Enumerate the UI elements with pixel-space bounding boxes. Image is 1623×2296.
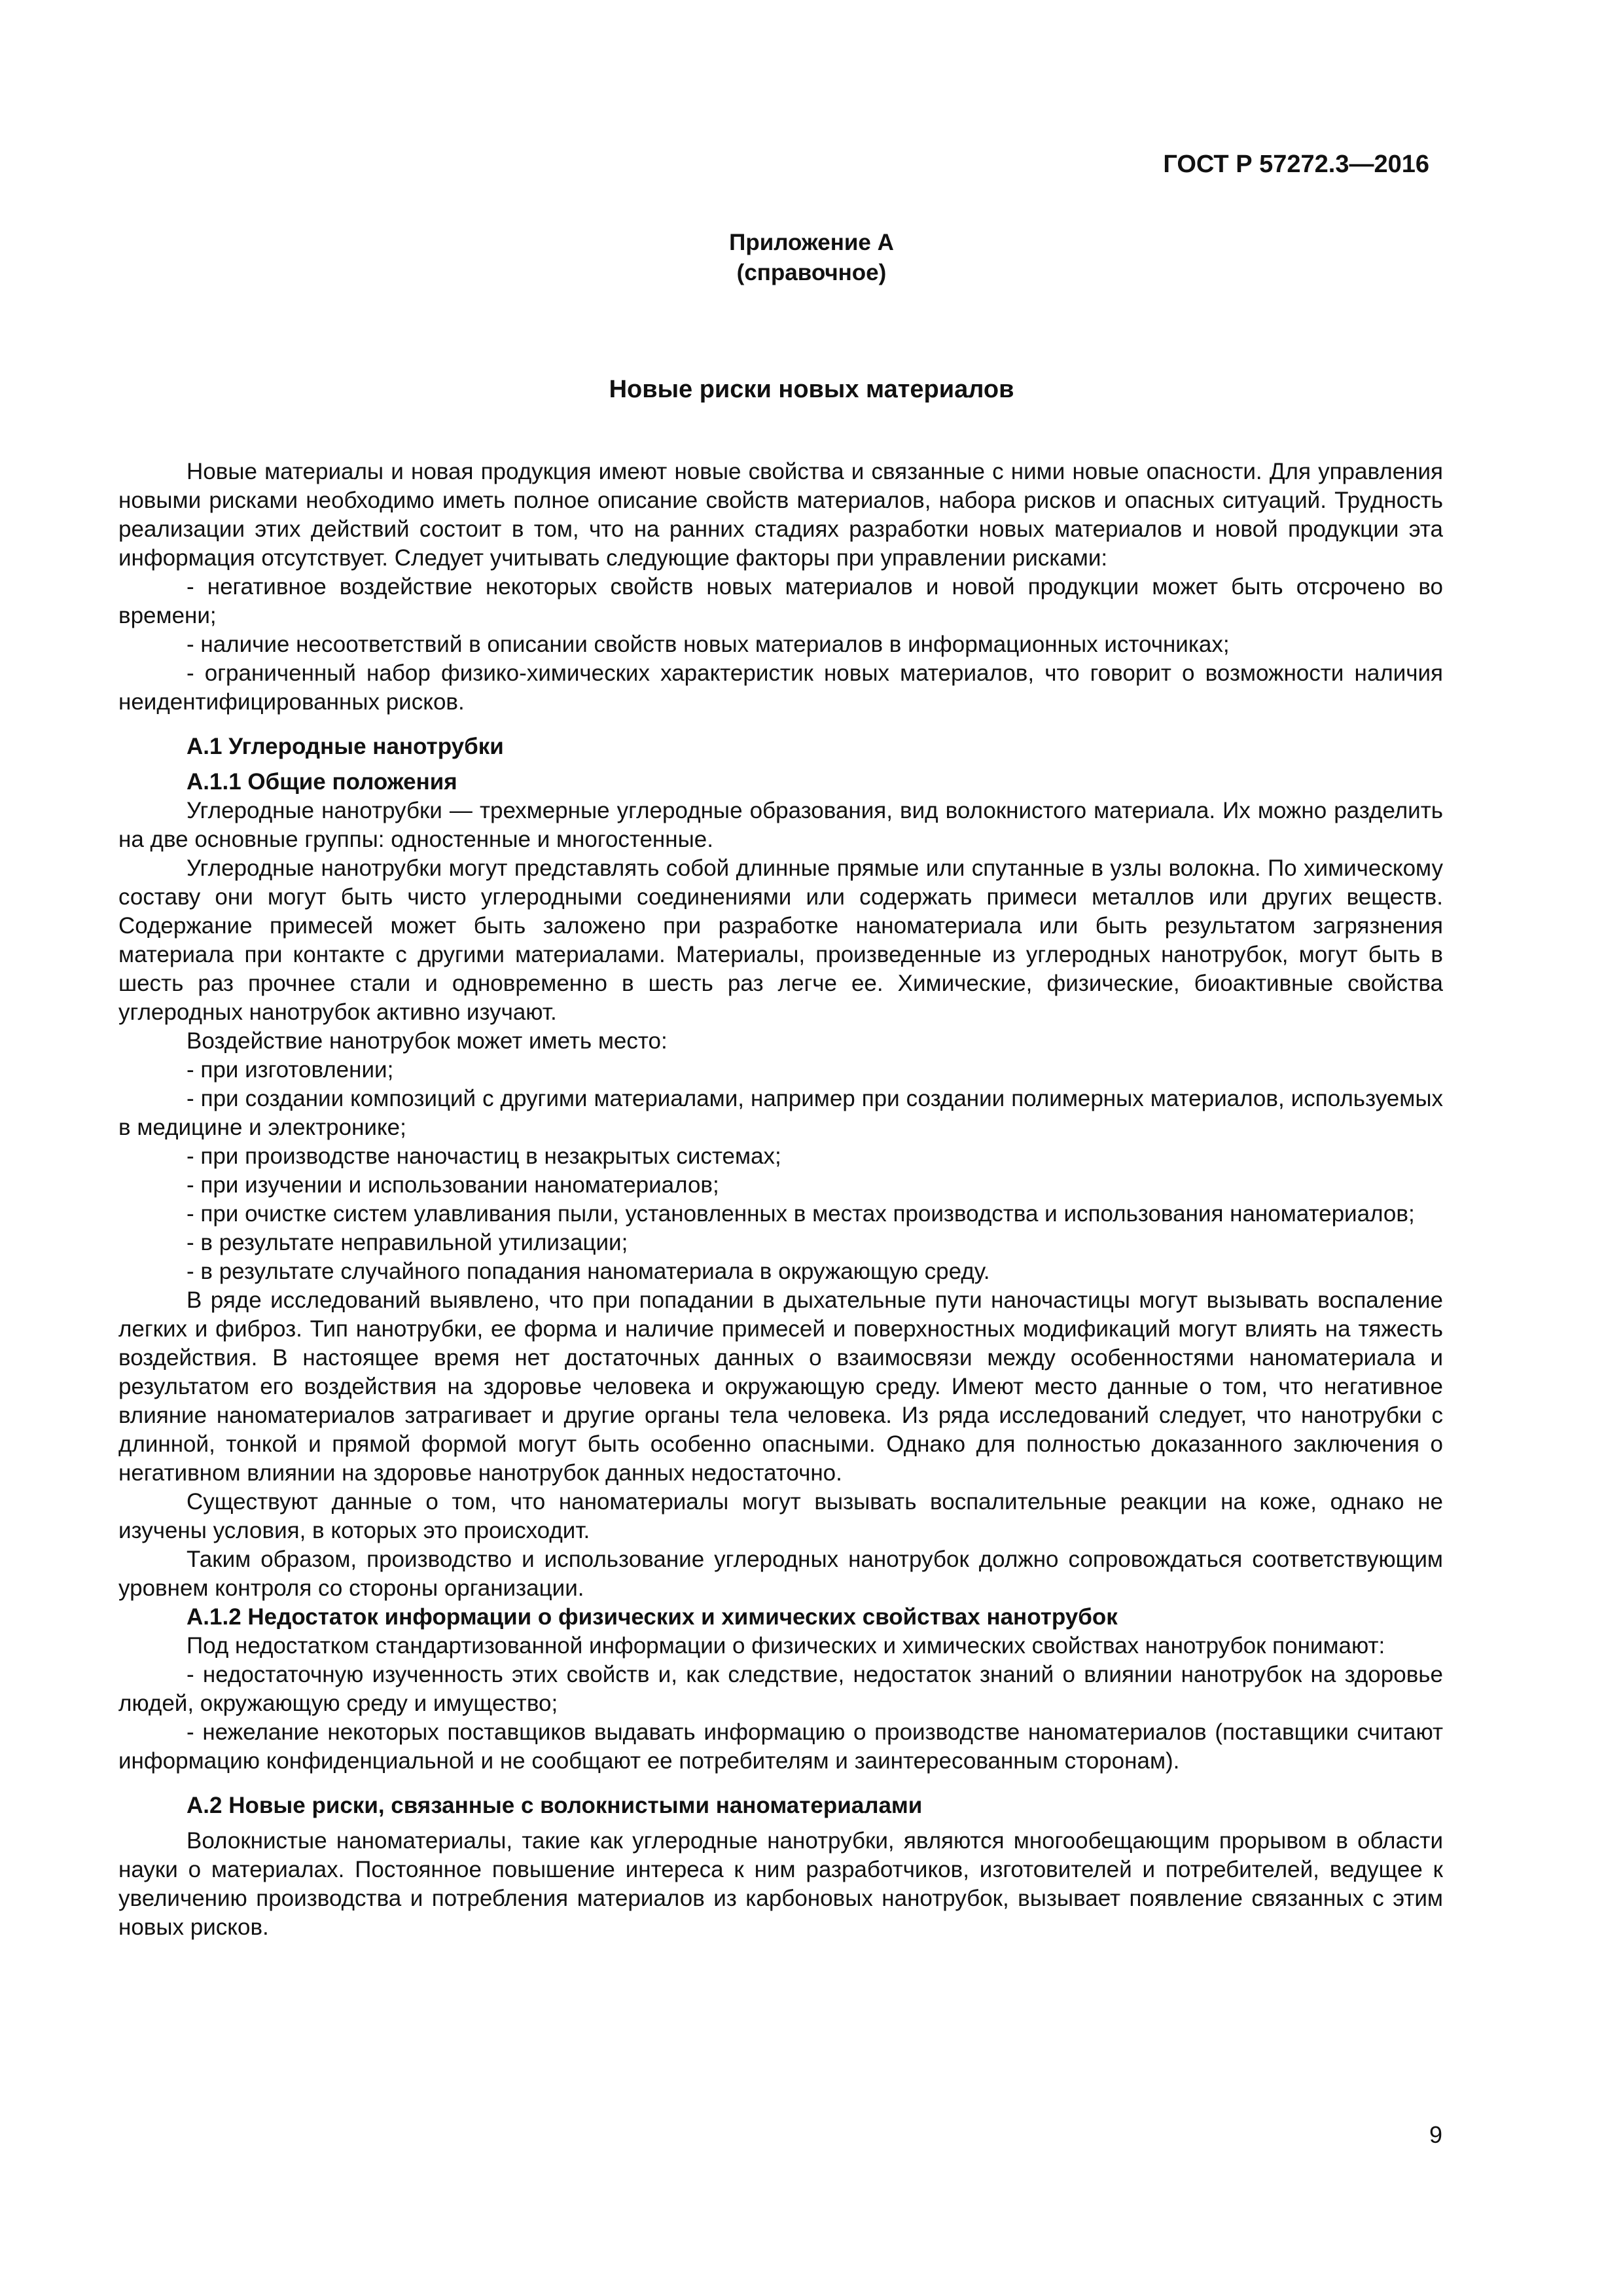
list-item: - ограниченный набор физико-химических характеристик новых материалов, что говорит о возможности наличия неидентифицированных рисков. xyxy=(118,660,1443,715)
standard-code: ГОСТ Р 57272.3—2016 xyxy=(1163,151,1429,178)
appendix-status: (справочное) xyxy=(736,260,887,285)
list-item: - негативное воздействие некоторых свойств новых материалов и новой продукции может быть отсрочено во времени; xyxy=(118,574,1443,628)
document-body xyxy=(118,457,1443,1942)
list-item: - при очистке систем улавливания пыли, установленных в местах производства и использования наноматериалов; xyxy=(187,1201,1415,1227)
paragraph: Воздействие нанотрубок может иметь место: xyxy=(187,1028,668,1054)
page-title: Новые риски новых материалов xyxy=(609,376,1014,403)
intro-paragraph: Новые материалы и новая продукция имеют новые свойства и связанные с ними новые опасности. Для управления новыми рисками необходимо иметь полное описание свойств материалов, набора рисков и опасных ситуаций. Трудность реализации этих действий состоит в том, что на ранних стадиях разработки новых материалов и новой продукции эта информация отсутствует. Следует учитывать следующие факторы при управлении рисками: xyxy=(118,459,1443,571)
subsection-heading-a12: А.1.2 Недостаток информации о физических и химических свойствах нанотрубок xyxy=(187,1604,1118,1630)
section-heading-a1: А.1 Углеродные нанотрубки xyxy=(187,734,504,759)
list-item: - при производстве наночастиц в незакрытых системах; xyxy=(187,1143,781,1169)
list-item: - нежелание некоторых поставщиков выдавать информацию о производстве наноматериалов (поставщики считают информацию конфиденциальной и не сообщают ее потребителям и заинтересованным сторонам). xyxy=(118,1719,1443,1774)
paragraph: Волокнистые наноматериалы, такие как углеродные нанотрубки, являются многообещающим прорывом в области науки о материалах. Постоянное повышение интереса к ним разработчиков, изготовителей и потребителей, ведущее к увеличению производства и потребления материалов из карбоновых нанотрубок, вызывает появление связанных с этим новых рисков. xyxy=(118,1828,1443,1940)
paragraph: Существуют данные о том, что наноматериалы могут вызывать воспалительные реакции на коже, однако не изучены условия, в которых это происходит. xyxy=(118,1489,1443,1543)
page-number: 9 xyxy=(1429,2121,1442,2148)
list-item: - в результате случайного попадания наноматериала в окружающую среду. xyxy=(187,1259,990,1284)
appendix-label: Приложение А xyxy=(729,230,894,255)
list-item: - наличие несоответствий в описании свойств новых материалов в информационных источниках; xyxy=(187,632,1230,657)
section-heading-a2: А.2 Новые риски, связанные с волокнистыми наноматериалами xyxy=(187,1793,923,1818)
paragraph: В ряде исследований выявлено, что при попадании в дыхательные пути наночастицы могут вызывать воспаление легких и фиброз. Тип нанотрубки, ее форма и наличие примесей и поверхностных модификаций могут влиять на тяжесть воздействия. В настоящее время нет достаточных данных о взаимосвязи между особенностями наноматериала и результатом его воздействия на здоровье человека и окружающую среду. Имеют место данные о том, что негативное влияние наноматериалов затрагивает и другие органы тела человека. Из ряда исследований следует, что нанотрубки с длинной, тонкой и прямой формой могут быть особенно опасными. Однако для полностью доказанного заключения о негативном влиянии на здоровье нанотрубок данных недостаточно. xyxy=(118,1287,1443,1486)
list-item: - при изучении и использовании наноматериалов; xyxy=(187,1172,719,1198)
list-item: - недостаточную изученность этих свойств и, как следствие, недостаток знаний о влиянии нанотрубок на здоровье людей, окружающую среду и имущество; xyxy=(118,1662,1443,1716)
list-item: - при изготовлении; xyxy=(187,1057,394,1083)
appendix-heading xyxy=(0,228,1623,288)
list-item: - в результате неправильной утилизации; xyxy=(187,1230,628,1255)
paragraph: Углеродные нанотрубки — трехмерные углеродные образования, вид волокнистого материала. Их можно разделить на две основные группы: одностенные и многостенные. xyxy=(118,798,1443,852)
paragraph: Углеродные нанотрубки могут представлять собой длинные прямые или спутанные в узлы волокна. По химическому составу они могут быть чисто углеродными соединениями или содержать примеси металлов или других веществ. Содержание примесей может быть заложено при разработке наноматериала или быть результатом загрязнения материала при контакте с другими материалами. Материалы, произведенные из углеродных нанотрубок, могут быть в шесть раз прочнее стали и одновременно в шесть раз легче ее. Химические, физические, биоактивные свойства углеродных нанотрубок активно изучают. xyxy=(118,855,1443,1025)
paragraph: Таким образом, производство и использование углеродных нанотрубок должно сопровождаться соответствующим уровнем контроля со стороны организации. xyxy=(118,1547,1443,1601)
list-item: - при создании композиций с другими материалами, например при создании полимерных материалов, используемых в медицине и электронике; xyxy=(118,1086,1443,1140)
subsection-heading-a11: А.1.1 Общие положения xyxy=(187,769,457,795)
paragraph: Под недостатком стандартизованной информации о физических и химических свойствах нанотрубок понимают: xyxy=(187,1633,1385,1659)
